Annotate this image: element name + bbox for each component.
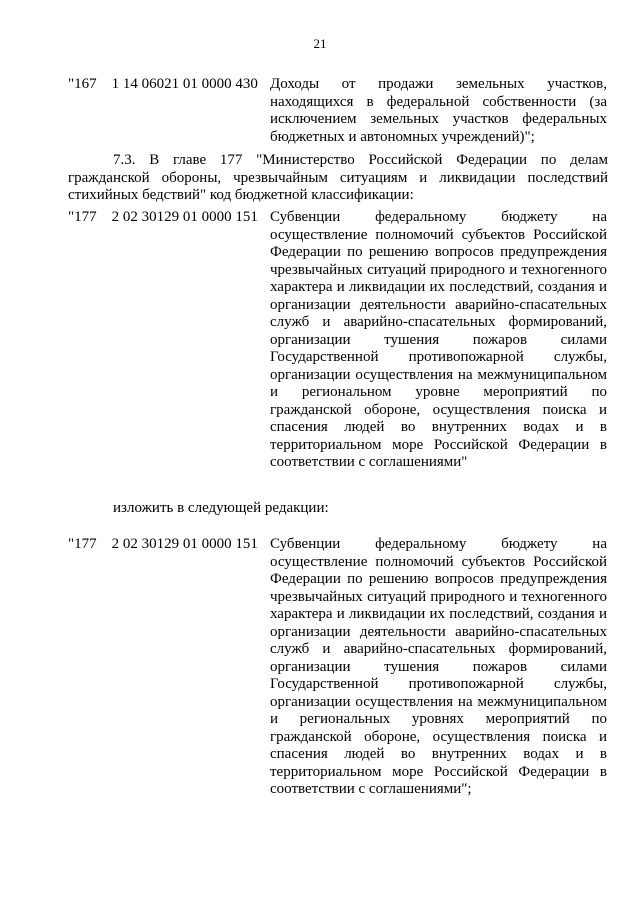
budget-code: "167 1 14 06021 01 0000 430	[68, 76, 258, 92]
budget-description: Доходы от продажи земельных участков, находящихся в федеральной собственности (за исключением земельных участков федеральных бюджетных и автономных учреждений)";	[270, 76, 607, 145]
paragraph-7-3: 7.3. В главе 177 "Министерство Российской Федерации по делам гражданской обороны, чрезвычайным ситуациям и ликвидации последствий стихийных бедствий" код бюджетной классификации:	[68, 152, 608, 203]
instruction-text: изложить в следующей редакции:	[113, 500, 329, 516]
budget-code: "177 2 02 30129 01 0000 151	[68, 209, 258, 225]
budget-description: Субвенции федеральному бюджету на осуществление полномочий субъектов Российской Федерации по решению вопросов предупреждения чрезвычайных ситуаций природного и техногенного характера и ликвидации их последствий, создания и организации деятельности аварийно-спасательных служб и аварийно-спасательных формирований, организации тушения пожаров силами Государственной противопожарной службы, организации осуществления на межмуниципальном и региональных уровнях мероприятий по гражданской обороне, осуществления поиска и спасения людей во внутренних водах и в территориальном море Российской Федерации в соответствии с соглашениями";	[270, 536, 607, 797]
budget-description: Субвенции федеральному бюджету на осуществление полномочий субъектов Российской Федерации по решению вопросов предупреждения чрезвычайных ситуаций природного и техногенного характера и ликвидации их последствий, создания и организации деятельности аварийно-спасательных служб и аварийно-спасательных формирований, организации тушения пожаров силами Государственной противопожарной службы, организации осуществления на межмуниципальном и региональном уровне мероприятий по гражданской обороне, осуществления поиска и спасения людей во внутренних водах и в территориальном море Российской Федерации в соответствии с соглашениями"	[270, 209, 607, 470]
page-number: 21	[313, 36, 327, 51]
budget-code: "177 2 02 30129 01 0000 151	[68, 536, 258, 552]
